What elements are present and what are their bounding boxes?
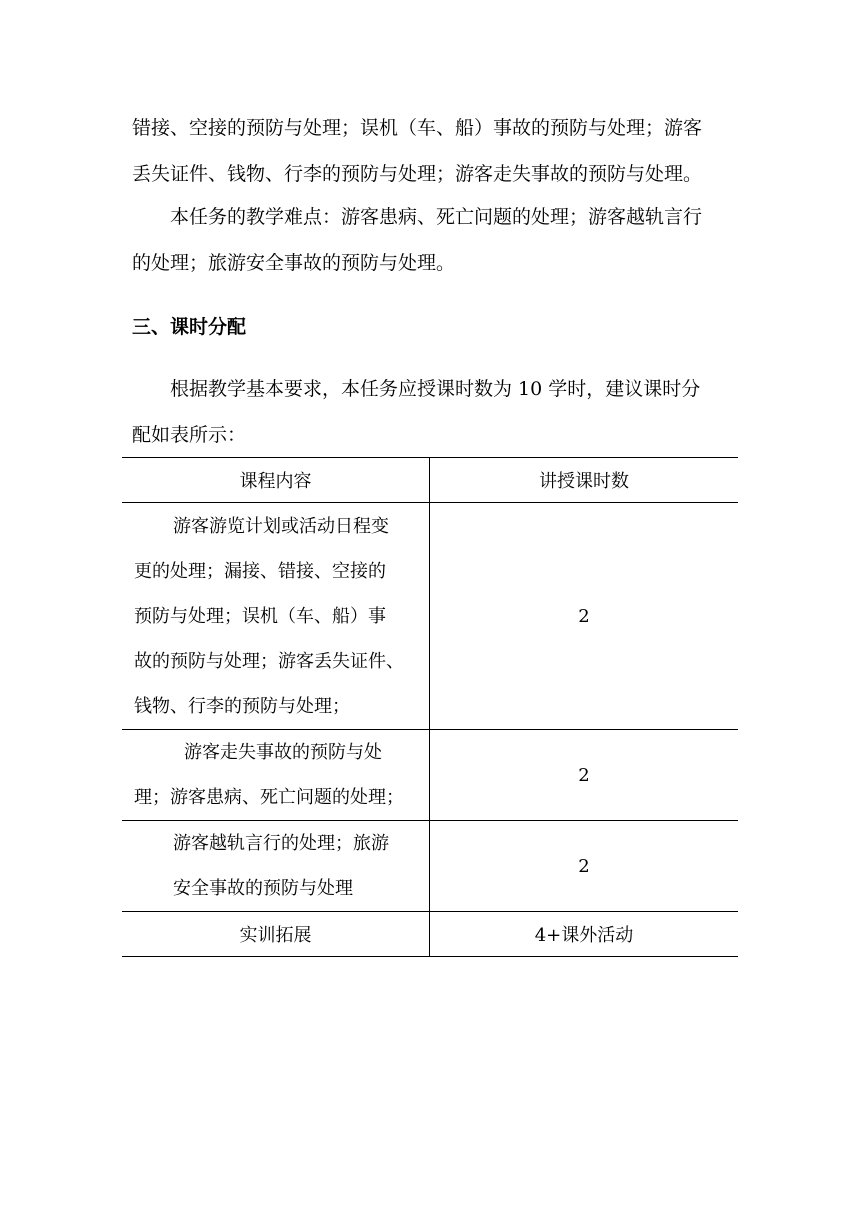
row-content-cell [122,730,430,821]
hours-table [122,457,738,957]
content-line: 理；游客患病、死亡问题的处理； [134,787,404,808]
difficulty-line-2: 的处理；旅游安全事故的预防与处理。 [132,252,456,274]
row-hours-cell: 4+课外活动 [430,912,739,957]
row-hours-cell: 2 [430,821,739,912]
difficulty-paragraph [132,194,732,286]
content-line: 故的预防与处理；游客丢失证件、 [134,650,404,672]
row-content-cell: 实训拓展 [122,912,430,957]
row-hours-cell: 2 [430,503,739,730]
table-row [122,821,738,912]
row-content-cell [122,821,430,912]
content-line: 游客走失事故的预防与处 [184,742,382,763]
table-header-row [122,458,738,503]
content-line: 预防与处理；误机（车、船）事 [134,605,386,627]
intro-line-1: 错接、空接的预防与处理；误机（车、船）事故的预防与处理；游客 [132,117,703,139]
allocation-line-2: 配如表所示： [132,424,247,446]
content-line: 游客游览计划或活动日程变 [173,515,389,537]
header-content: 课程内容 [122,458,430,503]
allocation-line-1: 根据教学基本要求，本任务应授课时数为 10 学时，建议课时分 [170,378,701,400]
table-row [122,912,738,957]
table-row [122,730,738,821]
intro-paragraph [132,105,732,197]
table-row [122,503,738,730]
header-hours: 讲授课时数 [430,458,739,503]
section-heading: 三、课时分配 [132,316,247,338]
allocation-paragraph [132,366,732,458]
content-line: 安全事故的预防与处理 [173,878,353,899]
content-line: 更的处理；漏接、错接、空接的 [134,560,386,582]
difficulty-line-1: 本任务的教学难点：游客患病、死亡问题的处理；游客越轨言行 [170,206,703,228]
content-line: 游客越轨言行的处理；旅游 [173,833,389,854]
intro-line-2: 丢失证件、钱物、行李的预防与处理；游客走失事故的预防与处理。 [132,163,703,185]
content-line: 钱物、行李的预防与处理； [134,695,350,717]
row-content-cell [122,503,430,730]
row-hours-cell: 2 [430,730,739,821]
